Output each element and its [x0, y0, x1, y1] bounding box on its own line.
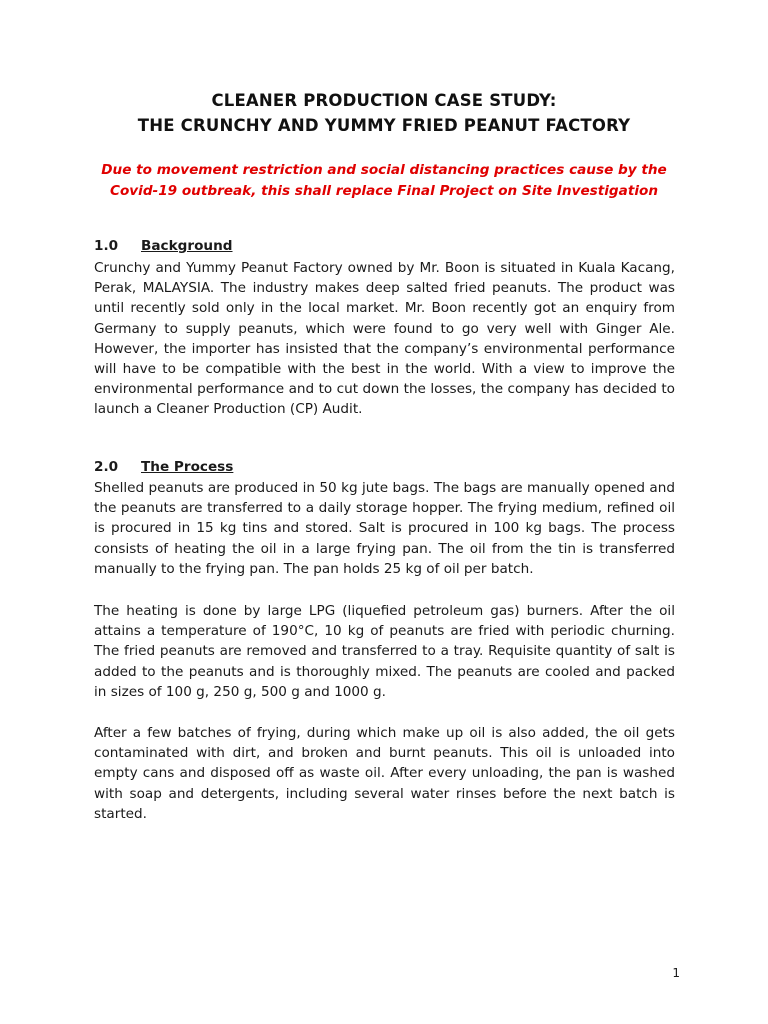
- process-paragraph-1: Shelled peanuts are produced in 50 kg jute bags. The bags are manually opened and the peanuts are transferred to a daily storage hopper. The frying medium, refined oil is procured in 15 kg tins and stored. Salt is procured in 100 kg bags. The process consists of heating the oil in a large frying pan. The oil from the tin is transferred manually to the frying pan. The pan holds 25 kg of oil per batch.: [94, 480, 675, 577]
- document-title-line-2: THE CRUNCHY AND YUMMY FRIED PEANUT FACTORY: [137, 116, 631, 135]
- covid-notice: Due to movement restriction and social distancing practices cause by the Covid-19 outbreak, this shall replace Final Project on Site Investigation: [101, 162, 667, 199]
- section-heading-background: [94, 238, 233, 254]
- document-title-line-1: CLEANER PRODUCTION CASE STUDY:: [211, 91, 557, 110]
- page-number: 1: [672, 966, 680, 980]
- process-paragraph-2: The heating is done by large LPG (liquefied petroleum gas) burners. After the oil attains a temperature of 190°C, 10 kg of peanuts are fried with periodic churning. The fried peanuts are removed and transferred to a tray. Requisite quantity of salt is added to the peanuts and is thoroughly mixed. The peanuts are cooled and packed in sizes of 100 g, 250 g, 500 g and 1000 g.: [94, 603, 675, 700]
- section-heading-process: [94, 459, 233, 475]
- section-number: 2.0: [94, 459, 119, 475]
- background-paragraph: Crunchy and Yummy Peanut Factory owned by Mr. Boon is situated in Kuala Kacang, Perak, MALAYSIA. The industry makes deep salted fried peanuts. The product was until recently sold only in the local market. Mr. Boon recently got an enquiry from Germany to supply peanuts, which were found to go very well with Ginger Ale. However, the importer has insisted that the company’s environmental performance will have to be compatible with the best in the world. With a view to improve the environmental performance and to cut down the losses, the company has decided to launch a Cleaner Production (CP) Audit.: [94, 260, 675, 418]
- process-paragraph-3: After a few batches of frying, during which make up oil is also added, the oil gets contaminated with dirt, and broken and burnt peanuts. This oil is unloaded into empty cans and disposed off as waste oil. After every unloading, the pan is washed with soap and detergents, including several water rinses before the next batch is started.: [94, 725, 675, 822]
- section-title: The Process: [141, 459, 234, 475]
- section-title: Background: [141, 238, 233, 254]
- section-number: 1.0: [94, 238, 119, 254]
